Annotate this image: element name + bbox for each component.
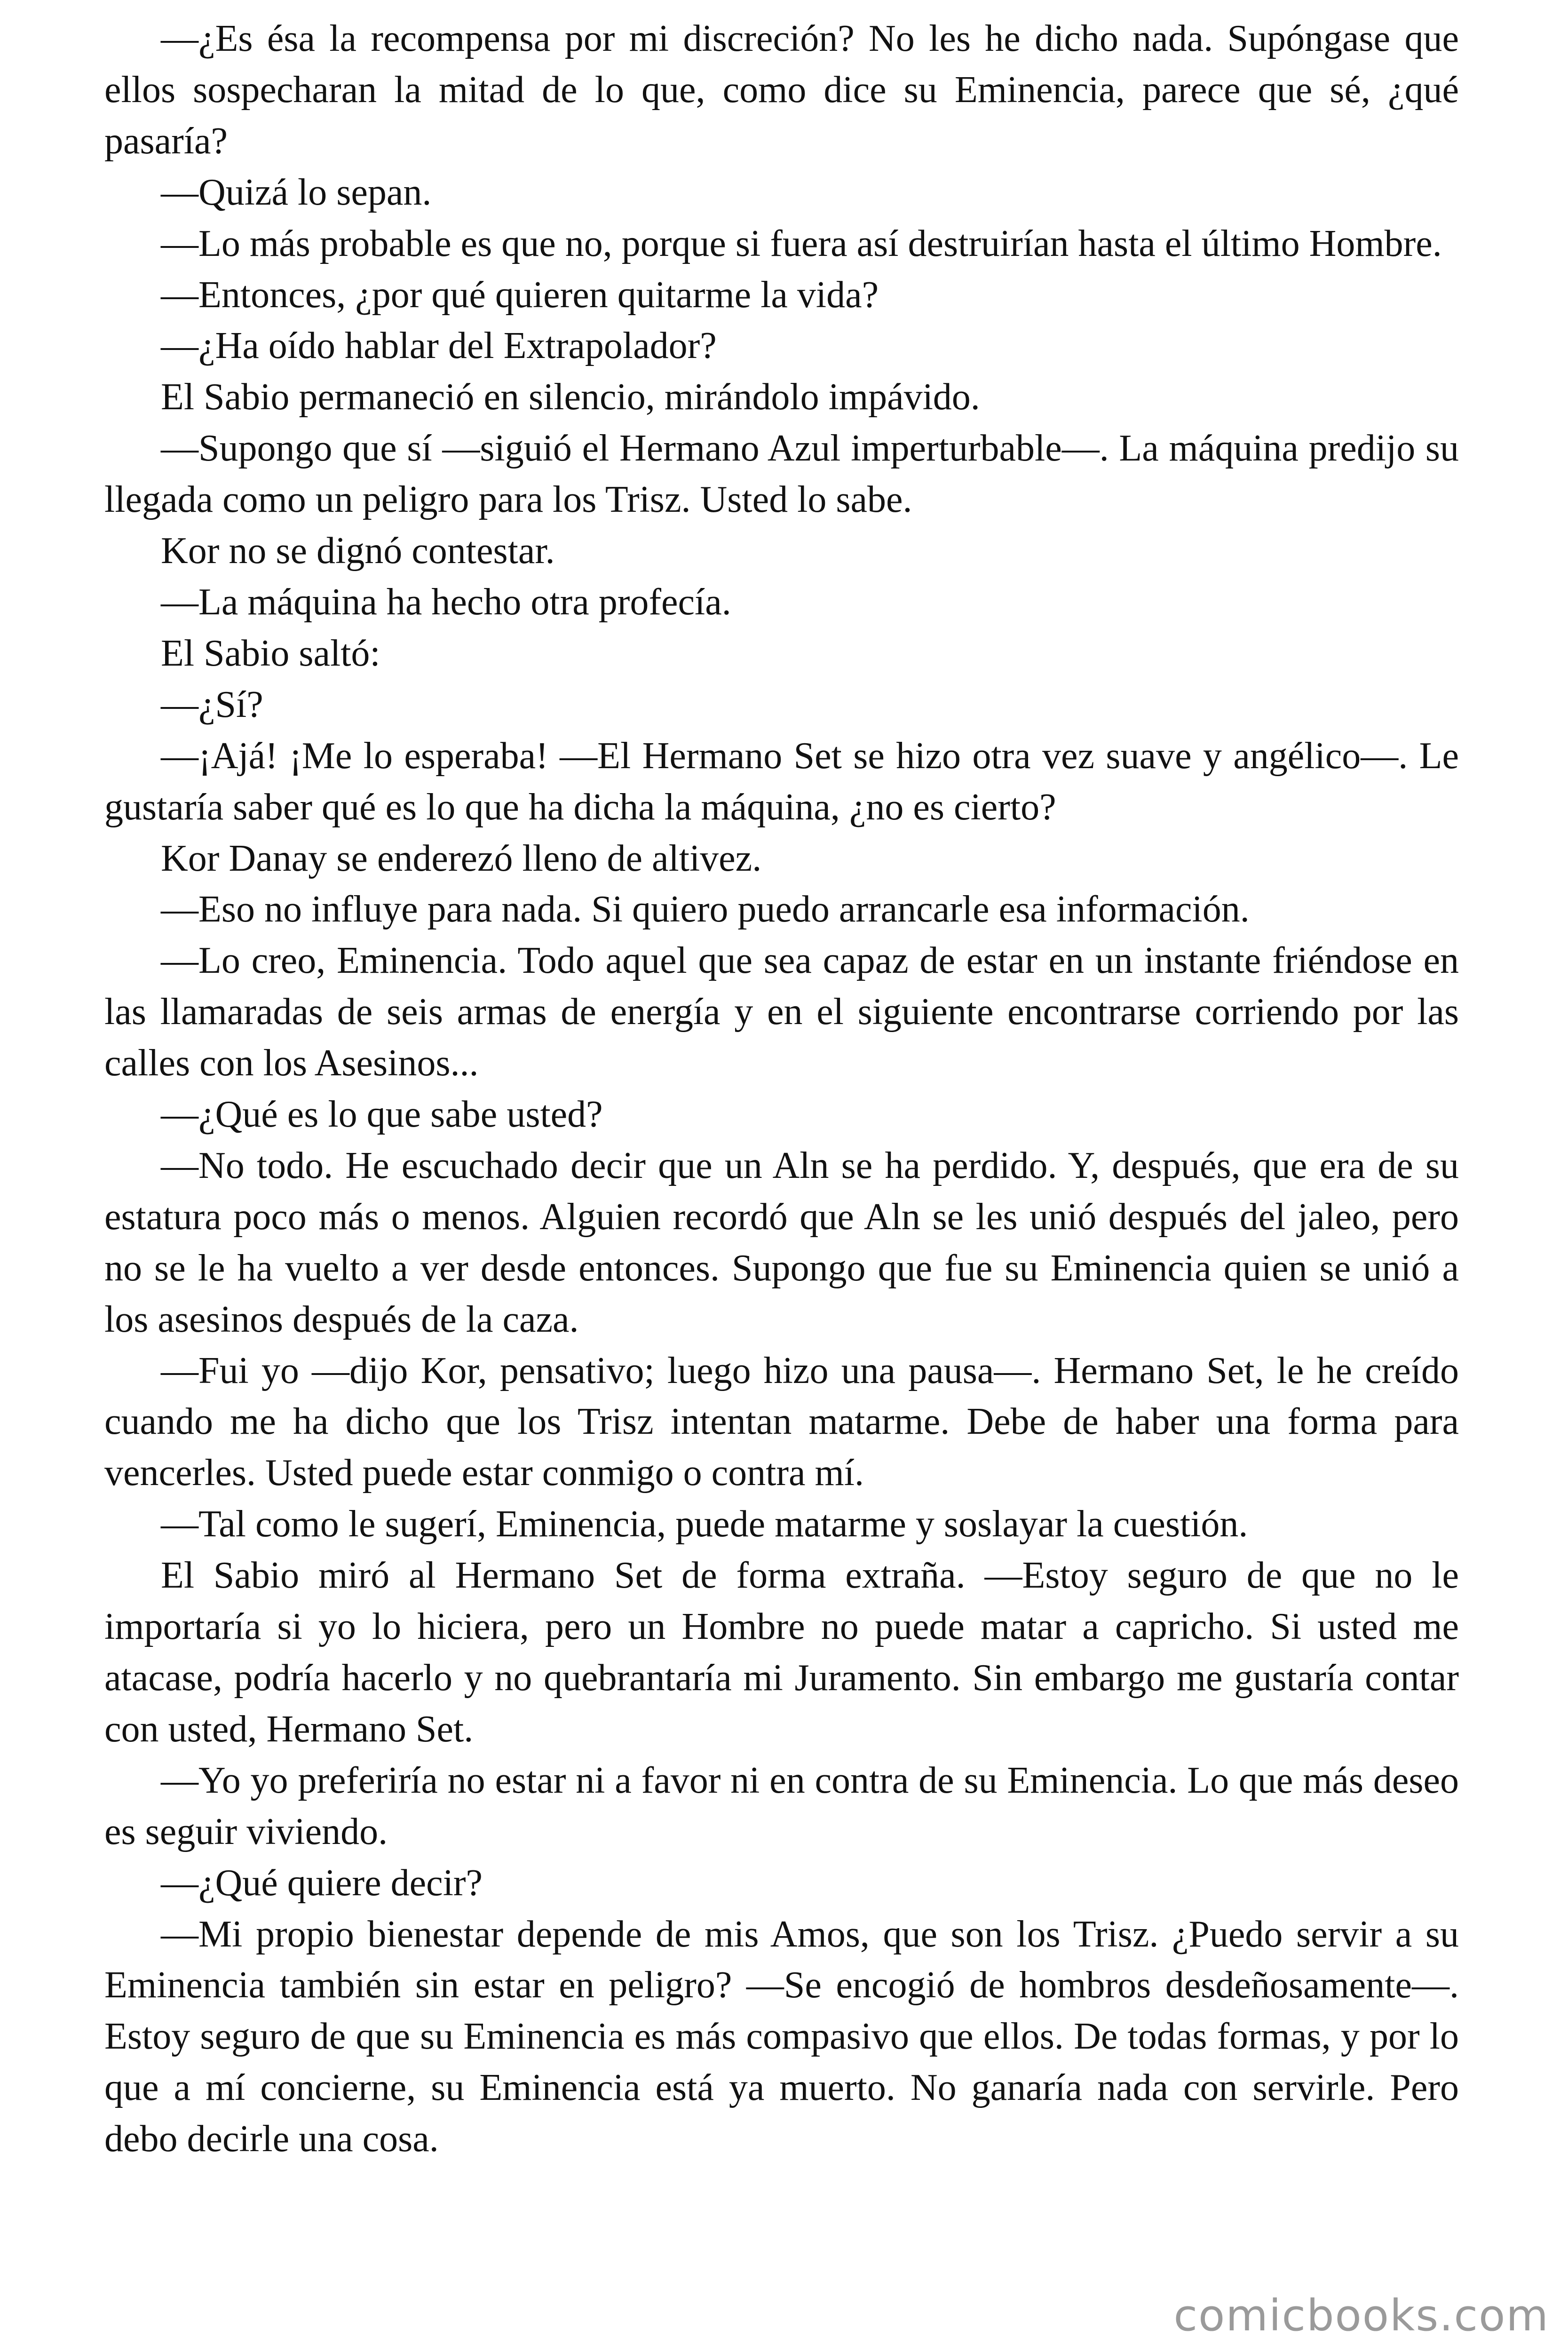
paragraph: —Mi propio bienestar depende de mis Amos, que son los Trisz. ¿Puedo servir a su Eminencia también sin estar en peligro? —Se encogió de hombros desdeñosamente—. Estoy seguro de que su Eminencia es más compasivo que ellos. De todas formas, y por lo que a mí concierne, su Eminencia está ya muerto. No ganaría nada con servirle. Pero debo decirle una cosa. bbox=[104, 1913, 1459, 2160]
paragraph: —La máquina ha hecho otra profecía. bbox=[161, 581, 731, 623]
paragraph: —Yo yo preferiría no estar ni a favor ni en contra de su Eminencia. Lo que más deseo es seguir viviendo. bbox=[104, 1759, 1459, 1852]
paragraph: —¿Es ésa la recompensa por mi discreción? No les he dicho nada. Supóngase que ellos sospecharan la mitad de lo que, como dice su Eminencia, parece que sé, ¿qué pasaría? bbox=[104, 18, 1459, 162]
paragraph: Kor no se dignó contestar. bbox=[161, 530, 555, 572]
paragraph: —Tal como le sugerí, Eminencia, puede matarme y soslayar la cuestión. bbox=[161, 1503, 1248, 1545]
paragraph: —Eso no influye para nada. Si quiero puedo arrancarle esa información. bbox=[161, 889, 1250, 930]
paragraph: —¿Qué quiere decir? bbox=[161, 1862, 483, 1904]
paragraph: —Lo creo, Eminencia. Todo aquel que sea capaz de estar en un instante friéndose en las llamaradas de seis armas de energía y en el siguiente encontrarse corriendo por las calles con los Asesinos... bbox=[104, 940, 1459, 1084]
paragraph: —Entonces, ¿por qué quieren quitarme la vida? bbox=[161, 274, 879, 316]
paragraph: El Sabio saltó: bbox=[161, 632, 380, 674]
paragraph: —¿Ha oído hablar del Extrapolador? bbox=[161, 325, 717, 367]
paragraph: —Fui yo —dijo Kor, pensativo; luego hizo una pausa—. Hermano Set, le he creído cuando me ha dicho que los Trisz intentan matarme. Debe de haber una forma para vencerles. Usted puede estar conmigo o contra mí. bbox=[104, 1350, 1459, 1494]
page-text bbox=[104, 13, 1459, 2165]
watermark: comicbooks.com bbox=[1173, 2290, 1549, 2341]
paragraph: —¿Qué es lo que sabe usted? bbox=[161, 1094, 603, 1136]
paragraph: —Supongo que sí —siguió el Hermano Azul imperturbable—. La máquina predijo su llegada como un peligro para los Trisz. Usted lo sabe. bbox=[104, 428, 1459, 521]
paragraph: —¿Sí? bbox=[161, 683, 263, 725]
paragraph: —¡Ajá! ¡Me lo esperaba! —El Hermano Set se hizo otra vez suave y angélico—. Le gustaría saber qué es lo que ha dicha la máquina, ¿no es cierto? bbox=[104, 735, 1459, 828]
paragraph: —No todo. He escuchado decir que un Aln se ha perdido. Y, después, que era de su estatura poco más o menos. Alguien recordó que Aln se les unió después del jaleo, pero no se le ha vuelto a ver desde entonces. Supongo que fue su Eminencia quien se unió a los asesinos después de la caza. bbox=[104, 1144, 1459, 1340]
paragraph: —Quizá lo sepan. bbox=[161, 171, 432, 213]
paragraph: El Sabio miró al Hermano Set de forma extraña. —Estoy seguro de que no le importaría si yo lo hiciera, pero un Hombre no puede matar a capricho. Si usted me atacase, podría hacerlo y no quebrantaría mi Juramento. Sin embargo me gustaría contar con usted, Hermano Set. bbox=[104, 1555, 1459, 1750]
paragraph: Kor Danay se enderezó lleno de altivez. bbox=[161, 837, 762, 879]
paragraph: —Lo más probable es que no, porque si fuera así destruirían hasta el último Hombre. bbox=[161, 222, 1442, 264]
paragraph: El Sabio permaneció en silencio, mirándolo impávido. bbox=[161, 376, 980, 418]
